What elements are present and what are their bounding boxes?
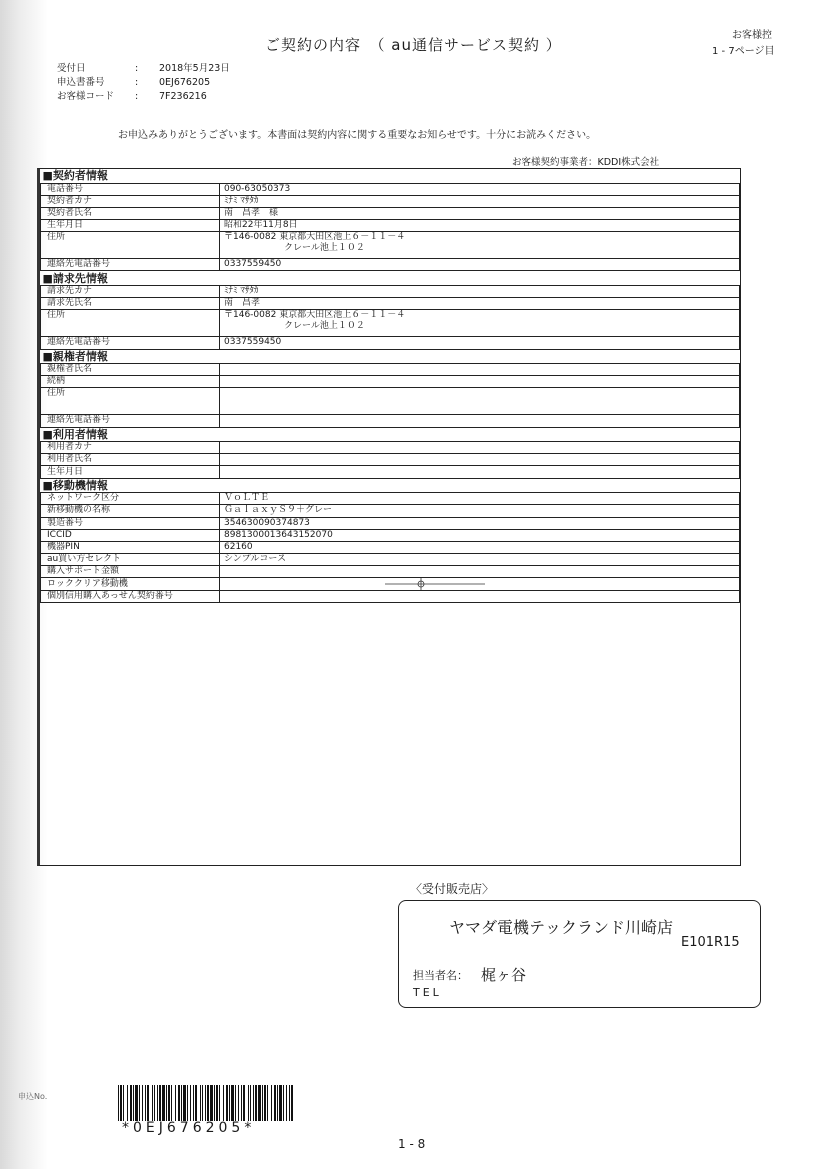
field-label: 住所 bbox=[41, 232, 220, 259]
barcode-bar bbox=[226, 1085, 228, 1121]
table-row bbox=[41, 590, 740, 602]
guardian-name bbox=[220, 364, 740, 376]
table-row bbox=[41, 454, 740, 466]
barcode-bar bbox=[168, 1085, 170, 1121]
field-label: 連絡先電話番号 bbox=[41, 337, 220, 349]
customer-code-value: 7F236216 bbox=[159, 91, 207, 102]
barcode-bar bbox=[157, 1085, 158, 1121]
contract-table bbox=[40, 169, 740, 603]
application-no-colon: : bbox=[135, 77, 139, 88]
barcode-bar bbox=[120, 1085, 122, 1121]
document-meta bbox=[57, 62, 230, 104]
address-line-2: クレール池上１０２ bbox=[284, 243, 365, 254]
barcode-bar bbox=[289, 1085, 290, 1121]
barcode-bar bbox=[271, 1085, 272, 1121]
field-label: ロッククリア移動機 bbox=[41, 578, 220, 590]
barcode-bar bbox=[291, 1085, 293, 1121]
receipt-date-colon: : bbox=[135, 63, 139, 74]
page-of-label: 1 - 7ページ目 bbox=[712, 46, 775, 57]
field-label: 製造番号 bbox=[41, 517, 220, 529]
table-row bbox=[41, 554, 740, 566]
field-label: 購入サポート金額 bbox=[41, 566, 220, 578]
receipt-date-value: 2018年5月23日 bbox=[159, 63, 230, 74]
address-line-1: 〒146-0082 東京都大田区池上６－１１－４ bbox=[224, 310, 406, 321]
field-label: ネットワーク区分 bbox=[41, 493, 220, 505]
device-credit-no bbox=[220, 590, 740, 602]
thanks-notice: お申込みありがとうございます。本書面は契約内容に関する重要なお知らせです。十分にお読みください。 bbox=[118, 130, 597, 141]
contractor-address bbox=[220, 232, 740, 259]
barcode-bar bbox=[214, 1085, 215, 1121]
device-iccid: 8981300013643152070 bbox=[220, 529, 740, 541]
table-row bbox=[41, 376, 740, 388]
table-row bbox=[41, 220, 740, 232]
section-title-user: ■利用者情報 bbox=[42, 427, 108, 441]
crosshair-mark-icon bbox=[385, 577, 485, 591]
section-title-device: ■移動機情報 bbox=[42, 478, 108, 492]
user-dob bbox=[220, 466, 740, 478]
barcode-bar bbox=[183, 1085, 186, 1121]
carrier-notice: お客様契約事業者：KDDI株式会社 bbox=[512, 157, 660, 168]
table-row bbox=[41, 493, 740, 505]
barcode-bar bbox=[187, 1085, 188, 1121]
barcode-bar bbox=[145, 1085, 146, 1121]
field-label: 生年月日 bbox=[41, 220, 220, 232]
billing-kana: ﾐﾅﾐ ﾏｻﾀｶ bbox=[220, 285, 740, 297]
barcode-bar bbox=[253, 1085, 254, 1121]
field-label: 住所 bbox=[41, 310, 220, 337]
barcode-bar bbox=[171, 1085, 172, 1121]
barcode-bar bbox=[154, 1085, 155, 1121]
field-label: 機器PIN bbox=[41, 541, 220, 553]
barcode-bar bbox=[277, 1085, 278, 1121]
barcode-bar bbox=[195, 1085, 197, 1121]
contractor-dob: 昭和22年11月8日 bbox=[220, 220, 740, 232]
barcode-bar bbox=[219, 1085, 220, 1121]
contractor-phone: 090-63050373 bbox=[220, 183, 740, 195]
table-row bbox=[41, 541, 740, 553]
field-label: 住所 bbox=[41, 388, 220, 415]
table-row bbox=[41, 298, 740, 310]
barcode-bar bbox=[193, 1085, 194, 1121]
application-no-value: 0EJ676205 bbox=[159, 77, 211, 88]
staff-name: 梶ヶ谷 bbox=[481, 966, 527, 984]
application-no-label: 申込書番号 bbox=[57, 77, 105, 88]
shop-section-label: 〈受付販売店〉 bbox=[410, 882, 495, 896]
field-label: 親権者氏名 bbox=[41, 364, 220, 376]
field-label: 新移動機の名称 bbox=[41, 505, 220, 517]
barcode-bar bbox=[152, 1085, 153, 1121]
barcode-bar bbox=[202, 1085, 203, 1121]
barcode-bar bbox=[181, 1085, 182, 1121]
barcode-bar bbox=[127, 1085, 128, 1121]
application-no-row bbox=[57, 76, 230, 90]
table-row bbox=[41, 337, 740, 349]
table-row bbox=[41, 183, 740, 195]
billing-contact: 0337559450 bbox=[220, 337, 740, 349]
section-title-contractor: ■契約者情報 bbox=[42, 169, 108, 183]
device-model: ＧａｌａｘｙＳ９＋グレー bbox=[220, 505, 740, 517]
device-network: ＶｏＬＴＥ bbox=[220, 493, 740, 505]
table-row bbox=[41, 529, 740, 541]
table-row bbox=[41, 505, 740, 517]
barcode-bar bbox=[205, 1085, 206, 1121]
barcode bbox=[118, 1085, 294, 1121]
barcode-bar bbox=[235, 1085, 236, 1121]
receipt-date-label: 受付日 bbox=[57, 63, 86, 74]
staff-label: 担当者名： bbox=[413, 969, 468, 982]
barcode-bar bbox=[133, 1085, 134, 1121]
barcode-bar bbox=[207, 1085, 209, 1121]
barcode-bar bbox=[243, 1085, 245, 1121]
field-label: 連絡先電話番号 bbox=[41, 415, 220, 427]
barcode-bar bbox=[262, 1085, 263, 1121]
barcode-bar bbox=[210, 1085, 213, 1121]
barcode-bar bbox=[166, 1085, 167, 1121]
barcode-bar bbox=[283, 1085, 284, 1121]
user-kana bbox=[220, 442, 740, 454]
table-row bbox=[41, 285, 740, 297]
application-no-footer-label: 申込No. bbox=[18, 1092, 48, 1101]
shop-box bbox=[398, 900, 761, 1008]
customer-code-label: お客様コード bbox=[57, 91, 115, 102]
barcode-bar bbox=[229, 1085, 230, 1121]
field-label: 契約者氏名 bbox=[41, 207, 220, 219]
barcode-bar bbox=[178, 1085, 180, 1121]
copy-label: お客様控 bbox=[732, 30, 772, 41]
barcode-bar bbox=[118, 1085, 119, 1121]
barcode-bar bbox=[142, 1085, 143, 1121]
field-label: 請求先カナ bbox=[41, 285, 220, 297]
barcode-bar bbox=[279, 1085, 282, 1121]
device-plan: シンプルコース bbox=[220, 554, 740, 566]
table-row bbox=[41, 388, 740, 415]
contractor-kana: ﾐﾅﾐ ﾏｻﾀｶ bbox=[220, 195, 740, 207]
barcode-bar bbox=[255, 1085, 257, 1121]
barcode-bar bbox=[258, 1085, 261, 1121]
customer-code-colon: : bbox=[135, 91, 139, 102]
guardian-contact bbox=[220, 415, 740, 427]
contractor-name: 南 昌孝 様 bbox=[220, 207, 740, 219]
field-label: au買い方セレクト bbox=[41, 554, 220, 566]
barcode-bar bbox=[231, 1085, 234, 1121]
table-row bbox=[41, 364, 740, 376]
table-row bbox=[41, 517, 740, 529]
shop-name: ヤマダ電機テックランド川崎店 bbox=[449, 918, 674, 937]
field-label: 連絡先電話番号 bbox=[41, 259, 220, 271]
table-row bbox=[41, 207, 740, 219]
receipt-date-row bbox=[57, 62, 230, 76]
barcode-bar bbox=[175, 1085, 176, 1121]
customer-code-row bbox=[57, 90, 230, 104]
table-row bbox=[41, 466, 740, 478]
table-row bbox=[41, 415, 740, 427]
device-serial: 354630090374873 bbox=[220, 517, 740, 529]
barcode-bar bbox=[216, 1085, 218, 1121]
table-row bbox=[41, 310, 740, 337]
barcode-bar bbox=[190, 1085, 191, 1121]
field-label: 利用者カナ bbox=[41, 442, 220, 454]
barcode-bar bbox=[159, 1085, 161, 1121]
page-number: 1 - 8 bbox=[398, 1137, 426, 1151]
barcode-bar bbox=[238, 1085, 239, 1121]
barcode-bar bbox=[162, 1085, 165, 1121]
address-line-2: クレール池上１０２ bbox=[284, 321, 365, 332]
barcode-bar bbox=[130, 1085, 132, 1121]
barcode-bar bbox=[200, 1085, 201, 1121]
barcode-text: *0EJ676205* bbox=[122, 1120, 256, 1136]
document-title: ご契約の内容 （ au通信サービス契約 ） bbox=[265, 36, 562, 54]
barcode-bar bbox=[147, 1085, 149, 1121]
guardian-relation bbox=[220, 376, 740, 388]
table-row bbox=[41, 195, 740, 207]
user-name bbox=[220, 454, 740, 466]
barcode-bar bbox=[286, 1085, 287, 1121]
barcode-bar bbox=[135, 1085, 138, 1121]
barcode-bar bbox=[248, 1085, 249, 1121]
barcode-bar bbox=[274, 1085, 276, 1121]
field-label: 契約者カナ bbox=[41, 195, 220, 207]
address-line-1: 〒146-0082 東京都大田区池上６－１１－４ bbox=[224, 232, 406, 243]
guardian-address bbox=[220, 388, 740, 415]
barcode-bar bbox=[139, 1085, 140, 1121]
billing-name: 南 昌孝 bbox=[220, 298, 740, 310]
shop-code: E101R15 bbox=[681, 935, 740, 950]
field-label: 個別信用購入あっせん契約番号 bbox=[41, 590, 220, 602]
section-title-billing: ■請求先情報 bbox=[42, 271, 108, 285]
barcode-bar bbox=[223, 1085, 224, 1121]
field-label: 続柄 bbox=[41, 376, 220, 388]
field-label: 電話番号 bbox=[41, 183, 220, 195]
barcode-bar bbox=[250, 1085, 251, 1121]
section-title-guardian: ■親権者情報 bbox=[42, 349, 108, 363]
contract-form bbox=[37, 168, 741, 866]
device-pin: 62160 bbox=[220, 541, 740, 553]
field-label: ICCID bbox=[41, 529, 220, 541]
barcode-bar bbox=[241, 1085, 242, 1121]
field-label: 生年月日 bbox=[41, 466, 220, 478]
table-row bbox=[41, 259, 740, 271]
field-label: 利用者氏名 bbox=[41, 454, 220, 466]
field-label: 請求先氏名 bbox=[41, 298, 220, 310]
contractor-contact: 0337559450 bbox=[220, 259, 740, 271]
barcode-bar bbox=[267, 1085, 268, 1121]
table-row bbox=[41, 442, 740, 454]
billing-address bbox=[220, 310, 740, 337]
barcode-bar bbox=[264, 1085, 266, 1121]
table-row bbox=[41, 232, 740, 259]
barcode-bar bbox=[123, 1085, 124, 1121]
tel-label: TEL bbox=[413, 986, 442, 999]
